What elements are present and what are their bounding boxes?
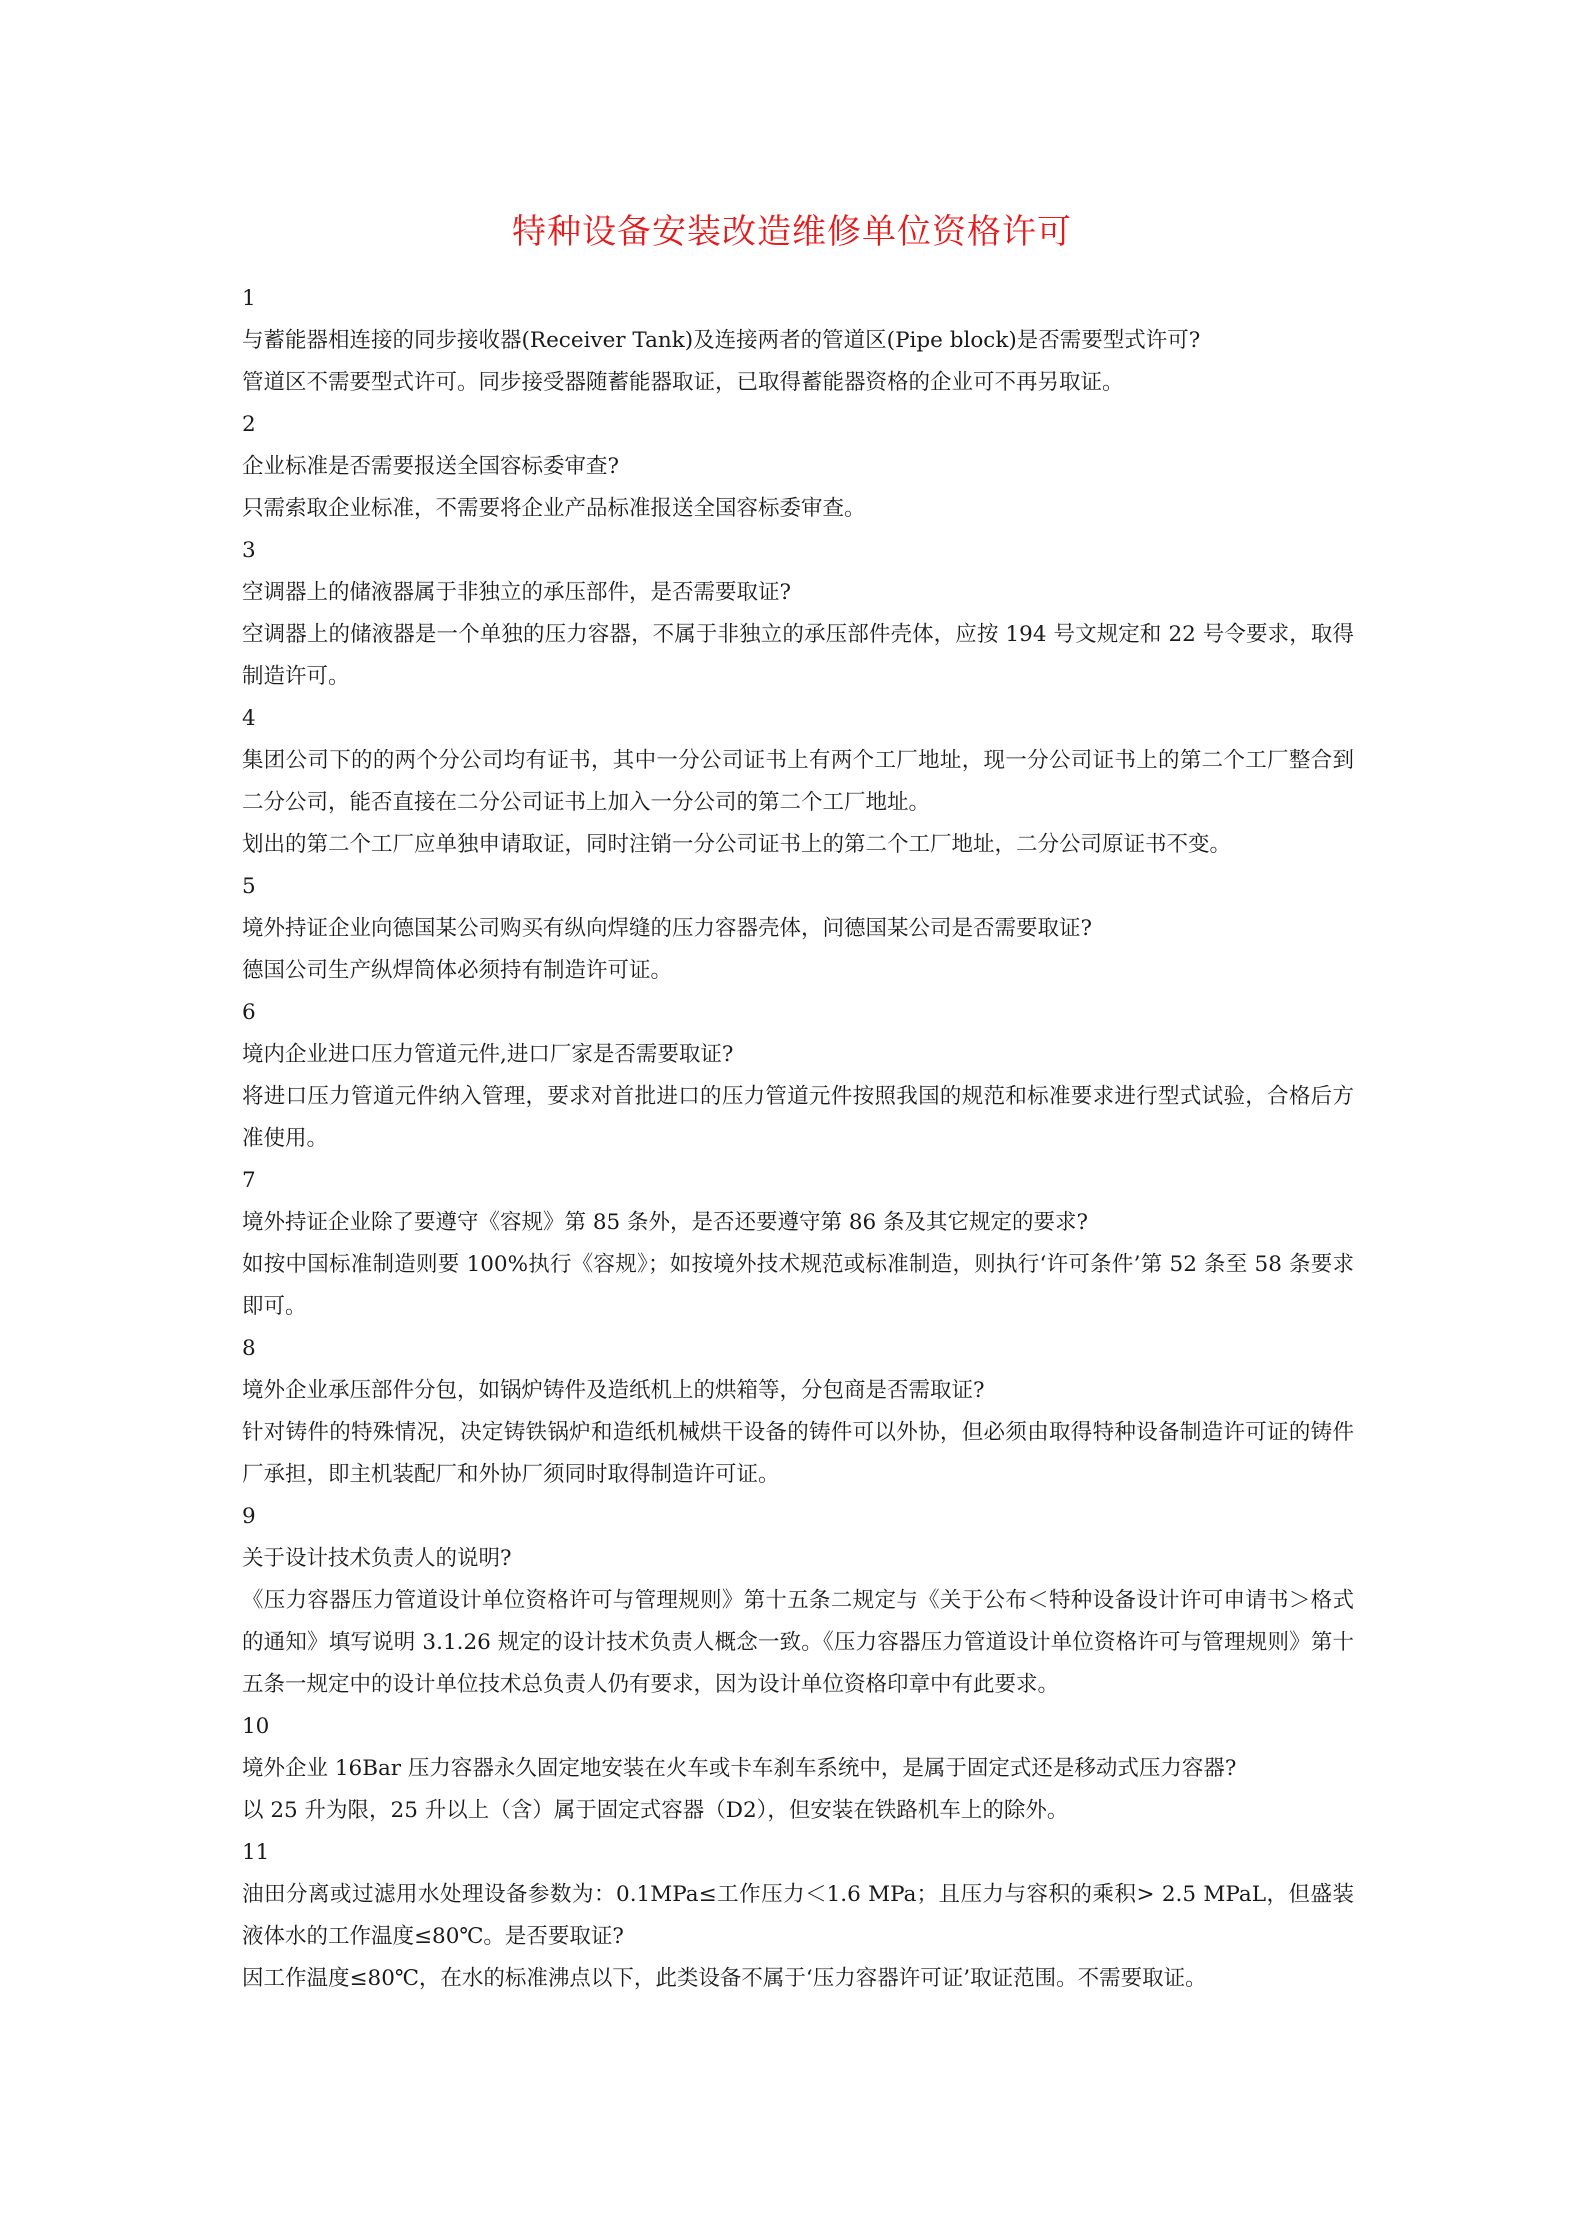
item-question: 企业标准是否需要报送全国容标委审查? — [242, 454, 620, 479]
item-question: 境外企业承压部件分包，如锅炉铸件及造纸机上的烘箱等，分包商是否需取证? — [242, 1378, 985, 1403]
item-number: 10 — [242, 1714, 270, 1739]
item-answer: 只需索取企业标准，不需要将企业产品标准报送全国容标委审查。 — [242, 496, 866, 521]
qa-item-10 — [242, 1706, 1354, 1832]
item-question: 油田分离或过滤用水处理设备参数为：0.1MPa≤工作压力＜1.6 MPa；且压力与容积的乘积> 2.5 MPaL，但盛装液体水的工作温度≤80℃。是否要取证? — [242, 1882, 1354, 1949]
item-number: 9 — [242, 1504, 256, 1529]
qa-item-11 — [242, 1832, 1354, 2000]
item-answer: 空调器上的储液器是一个单独的压力容器，不属于非独立的承压部件壳体，应按 194 号文规定和 22 号令要求，取得制造许可。 — [242, 622, 1354, 689]
item-answer: 如按中国标准制造则要 100%执行《容规》；如按境外技术规范或标准制造，则执行‘许可条件’第 52 条至 58 条要求即可。 — [242, 1252, 1354, 1319]
document-body — [242, 278, 1354, 2000]
item-question: 关于设计技术负责人的说明? — [242, 1546, 512, 1571]
qa-item-5 — [242, 866, 1354, 992]
item-answer: 针对铸件的特殊情况，决定铸铁锅炉和造纸机械烘干设备的铸件可以外协，但必须由取得特种设备制造许可证的铸件厂承担，即主机装配厂和外协厂须同时取得制造许可证。 — [242, 1420, 1354, 1487]
item-question: 与蓄能器相连接的同步接收器(Receiver Tank)及连接两者的管道区(Pipe block)是否需要型式许可? — [242, 328, 1201, 353]
item-answer: 管道区不需要型式许可。同步接受器随蓄能器取证，已取得蓄能器资格的企业可不再另取证。 — [242, 370, 1124, 395]
item-number: 1 — [242, 286, 256, 311]
item-number: 5 — [242, 874, 256, 899]
qa-item-8 — [242, 1328, 1354, 1496]
item-number: 3 — [242, 538, 256, 563]
item-question: 境外企业 16Bar 压力容器永久固定地安装在火车或卡车刹车系统中，是属于固定式还是移动式压力容器? — [242, 1756, 1237, 1781]
item-question: 境内企业进口压力管道元件,进口厂家是否需要取证? — [242, 1042, 734, 1067]
item-answer: 划出的第二个工厂应单独申请取证，同时注销一分公司证书上的第二个工厂地址，二分公司原证书不变。 — [242, 832, 1232, 857]
item-number: 2 — [242, 412, 256, 437]
item-question: 境外持证企业除了要遵守《容规》第 85 条外，是否还要遵守第 86 条及其它规定的要求? — [242, 1210, 1089, 1235]
item-answer: 德国公司生产纵焊筒体必须持有制造许可证。 — [242, 958, 673, 983]
item-number: 11 — [242, 1840, 270, 1865]
item-number: 4 — [242, 706, 256, 731]
item-answer: 将进口压力管道元件纳入管理，要求对首批进口的压力管道元件按照我国的规范和标准要求进行型式试验，合格后方准使用。 — [242, 1084, 1354, 1151]
qa-item-2 — [242, 404, 1354, 530]
item-number: 6 — [242, 1000, 256, 1025]
item-answer: 因工作温度≤80℃，在水的标准沸点以下，此类设备不属于‘压力容器许可证’取证范围。不需要取证。 — [242, 1966, 1207, 1991]
qa-item-4 — [242, 698, 1354, 866]
item-question: 空调器上的储液器属于非独立的承压部件，是否需要取证? — [242, 580, 792, 605]
item-number: 8 — [242, 1336, 256, 1361]
qa-item-3 — [242, 530, 1354, 698]
qa-item-7 — [242, 1160, 1354, 1328]
item-question: 境外持证企业向德国某公司购买有纵向焊缝的压力容器壳体，问德国某公司是否需要取证? — [242, 916, 1093, 941]
document-title: 特种设备安装改造维修单位资格许可 — [512, 212, 1072, 252]
item-question: 集团公司下的的两个分公司均有证书，其中一分公司证书上有两个工厂地址，现一分公司证书上的第二个工厂整合到二分公司，能否直接在二分公司证书上加入一分公司的第二个工厂地址。 — [242, 748, 1354, 815]
item-answer: 《压力容器压力管道设计单位资格许可与管理规则》第十五条二规定与《关于公布＜特种设备设计许可申请书＞格式的通知》填写说明 3.1.26 规定的设计技术负责人概念一致。《压力容器压力管道设计单位资格许可与管理规则》第十五条一规定中的设计单位技术总负责人仍有要求，因为设计单位资格印章中有此要求。 — [242, 1588, 1354, 1697]
qa-item-6 — [242, 992, 1354, 1160]
qa-item-9 — [242, 1496, 1354, 1706]
item-answer: 以 25 升为限，25 升以上（含）属于固定式容器（D2），但安装在铁路机车上的除外。 — [242, 1798, 1069, 1823]
qa-item-1 — [242, 278, 1354, 404]
item-number: 7 — [242, 1168, 256, 1193]
